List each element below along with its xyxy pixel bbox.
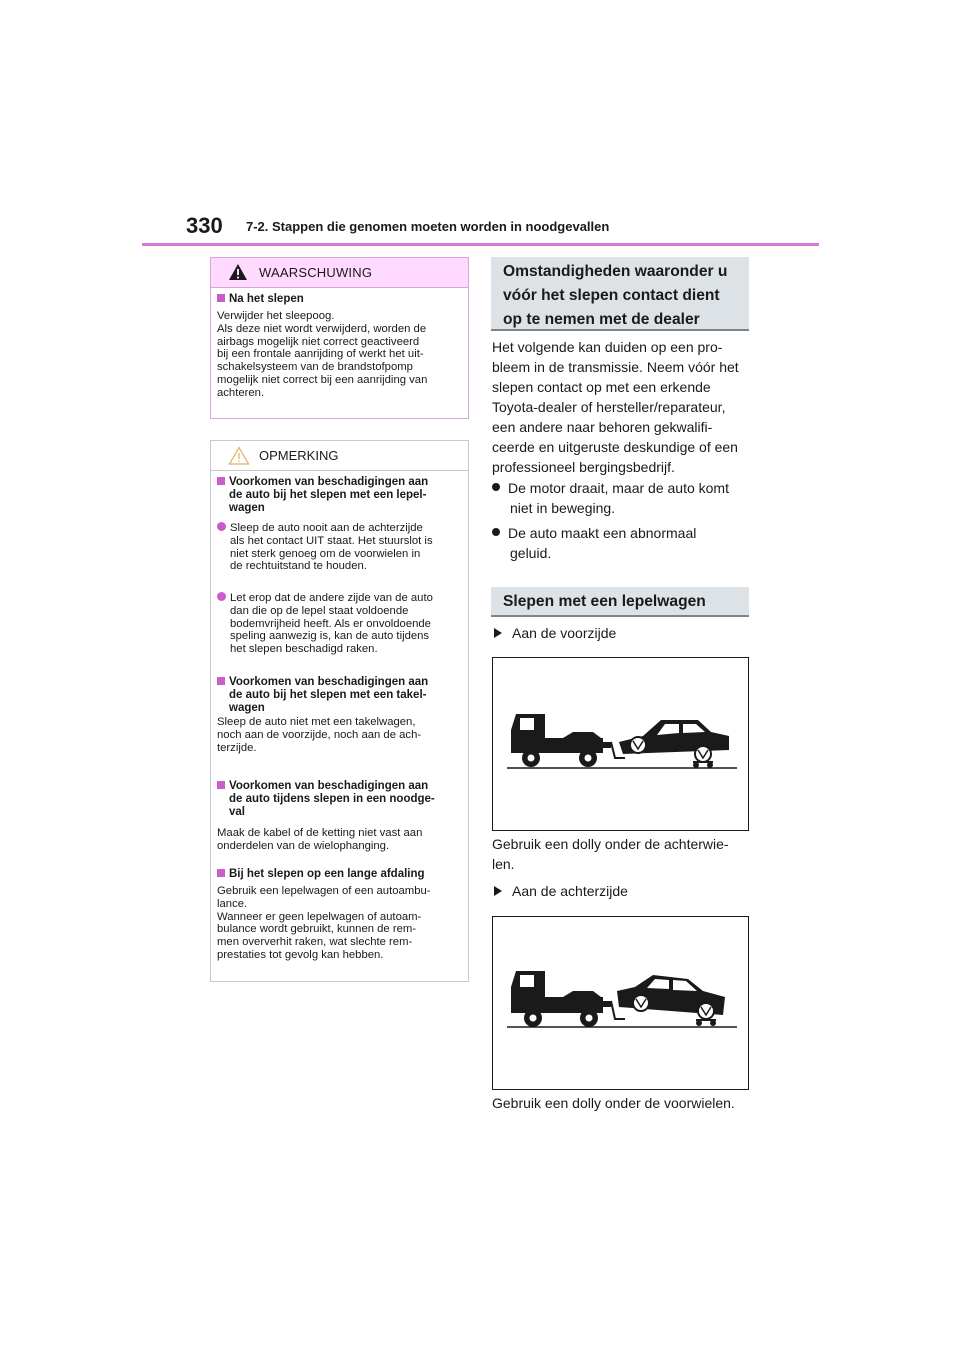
text-line: Voorkomen van beschadigingen aan bbox=[229, 780, 429, 792]
text-line: noch aan de voorzijde, noch aan de ach- bbox=[217, 728, 422, 741]
text-line: len. bbox=[492, 856, 515, 872]
front-caption bbox=[492, 834, 752, 874]
note-bullet-1 bbox=[217, 522, 467, 573]
text-line: professioneel bergingsbedrijf. bbox=[492, 459, 675, 475]
note-box bbox=[210, 440, 469, 982]
text-line: het slepen beschadigd raken. bbox=[230, 643, 378, 656]
text-line: slepen contact op met een erkende bbox=[492, 379, 711, 395]
section-heading-wheel-lift: Slepen met een lepelwagen bbox=[491, 587, 749, 617]
note-section-4-heading bbox=[217, 868, 467, 881]
bullet-abnormal-noise bbox=[492, 523, 752, 563]
warning-box bbox=[210, 257, 469, 419]
text-line: de auto tijdens slepen in een noodge- bbox=[229, 793, 435, 805]
text-line: Toyota-dealer of hersteller/reparateur, bbox=[492, 399, 726, 415]
text-line: airbags mogelijk niet correct geactiveerd bbox=[217, 335, 420, 348]
note-section-2-heading bbox=[217, 676, 467, 715]
figure-front-tow bbox=[492, 657, 749, 831]
text-line: de rechtuitstand te houden. bbox=[230, 560, 367, 573]
text-line: Maak de kabel of de ketting niet vast aan bbox=[217, 827, 423, 839]
page-number: 330 bbox=[186, 213, 223, 238]
square-bullet-icon bbox=[217, 677, 225, 685]
note-section-1-heading bbox=[217, 476, 467, 515]
text-line: Omstandigheden waaronder u bbox=[503, 263, 728, 280]
text-line: bulance wordt gebruikt, kunnen de rem- bbox=[217, 923, 417, 936]
text-line: De auto maakt een abnormaal bbox=[508, 525, 697, 541]
text-line: Wanneer er geen lepelwagen of autoam- bbox=[217, 910, 422, 923]
rear-label bbox=[494, 881, 628, 901]
section-heading-dealer-contact bbox=[491, 257, 749, 331]
round-bullet-icon bbox=[492, 483, 500, 491]
text-line: geluid. bbox=[510, 545, 552, 561]
text-line: schakelsysteem van de brandstofpomp bbox=[217, 361, 413, 374]
note-section-4-text bbox=[217, 885, 467, 962]
text-line: niet sterk genoeg om de voorwielen in bbox=[230, 547, 421, 560]
text-line: Bij het slepen op een lange afdaling bbox=[229, 868, 425, 880]
round-bullet-icon bbox=[217, 522, 226, 531]
text-line: mogelijk niet correct bij een aanrijding van bbox=[217, 373, 428, 386]
front-label bbox=[494, 623, 616, 643]
text-line: de auto bij het slepen met een lepel- bbox=[229, 489, 427, 501]
text-line: Het volgende kan duiden op een pro- bbox=[492, 339, 723, 355]
rear-caption: Gebruik een dolly onder de voorwielen. bbox=[492, 1095, 735, 1111]
note-bullet-2 bbox=[217, 592, 467, 656]
text-line: op te nemen met de dealer bbox=[503, 311, 700, 328]
note-section-2-text bbox=[217, 716, 467, 754]
round-bullet-icon bbox=[217, 592, 226, 601]
note-section-3-heading bbox=[217, 780, 467, 819]
warning-triangle-icon bbox=[228, 263, 248, 281]
square-bullet-icon bbox=[217, 781, 225, 789]
text-line: bodemvrijheid heeft. Als er onvoldoende bbox=[230, 617, 431, 630]
warning-title: WAARSCHUWING bbox=[259, 265, 373, 280]
text-line: dan die op de lepel staat voldoende bbox=[230, 604, 409, 617]
text-line: achteren. bbox=[217, 386, 265, 399]
text-line: Voorkomen van beschadigingen aan bbox=[229, 476, 429, 488]
text-line: een andere naar behoren gekwalifi- bbox=[492, 419, 713, 435]
section-title: 7-2. Stappen die genomen moeten worden in noodgevallen bbox=[246, 219, 610, 234]
round-bullet-icon bbox=[492, 528, 500, 536]
text-line: lance. bbox=[217, 897, 248, 910]
text-line: als het contact UIT staat. Het stuurslot is bbox=[230, 534, 433, 547]
warning-header bbox=[211, 258, 468, 288]
figure-rear-tow bbox=[492, 916, 749, 1090]
text-line: wagen bbox=[229, 702, 265, 714]
text-line: Sleep de auto nooit aan de achterzijde bbox=[230, 522, 423, 534]
text-line: Aan de achterzijde bbox=[512, 883, 628, 899]
text-line: de auto bij het slepen met een takel- bbox=[229, 689, 427, 701]
tow-truck-rear-illustration bbox=[493, 917, 748, 1089]
text-line: De motor draait, maar de auto komt bbox=[508, 480, 729, 496]
note-title: OPMERKING bbox=[259, 448, 339, 463]
text-line: ceerde en uitgeruste deskundige of een bbox=[492, 439, 738, 455]
arrow-right-icon bbox=[494, 886, 502, 896]
header-rule bbox=[142, 243, 819, 246]
text-line: Sleep de auto niet met een takelwagen, bbox=[217, 716, 416, 728]
tow-truck-front-illustration bbox=[493, 658, 748, 830]
note-header bbox=[211, 441, 468, 471]
text-line: vóór het slepen contact dient bbox=[503, 287, 720, 304]
text-line: prestaties tot gevolg kan hebben. bbox=[217, 948, 384, 961]
square-bullet-icon bbox=[217, 869, 225, 877]
text-line: Gebruik een dolly onder de achterwie- bbox=[492, 836, 729, 852]
warning-text bbox=[217, 310, 467, 400]
text-line: onderdelen van de wielophanging. bbox=[217, 839, 390, 852]
text-line: speling aanwezig is, kan de auto tijdens bbox=[230, 630, 430, 643]
text-line: Gebruik een lepelwagen of een autoambu- bbox=[217, 885, 431, 897]
text-line: men oververhit raken, wat slechte rem- bbox=[217, 936, 413, 949]
text-line: bleem in de transmissie. Neem vóór het bbox=[492, 359, 739, 375]
text-line: val bbox=[229, 806, 245, 818]
text-line: bij een frontale aanrijding of werkt het uit- bbox=[217, 348, 424, 361]
arrow-right-icon bbox=[494, 628, 502, 638]
text-line: terzijde. bbox=[217, 741, 257, 754]
bullet-engine-running bbox=[492, 478, 752, 518]
square-bullet-icon bbox=[217, 477, 225, 485]
text-line: niet in beweging. bbox=[510, 500, 616, 516]
text-line: Voorkomen van beschadigingen aan bbox=[229, 676, 429, 688]
text-line: Aan de voorzijde bbox=[512, 625, 617, 641]
warning-heading-text: Na het slepen bbox=[229, 293, 304, 305]
text-line: Verwijder het sleepoog. bbox=[217, 310, 335, 322]
caution-outline-icon bbox=[228, 446, 250, 465]
warning-heading bbox=[217, 293, 304, 306]
text-line: Let erop dat de andere zijde van de auto bbox=[230, 592, 433, 604]
text-line: wagen bbox=[229, 502, 265, 514]
text-line: Als deze niet wordt verwijderd, worden de bbox=[217, 322, 427, 335]
note-section-3-text bbox=[217, 827, 467, 853]
intro-paragraph bbox=[492, 337, 752, 477]
square-bullet-icon bbox=[217, 294, 225, 302]
